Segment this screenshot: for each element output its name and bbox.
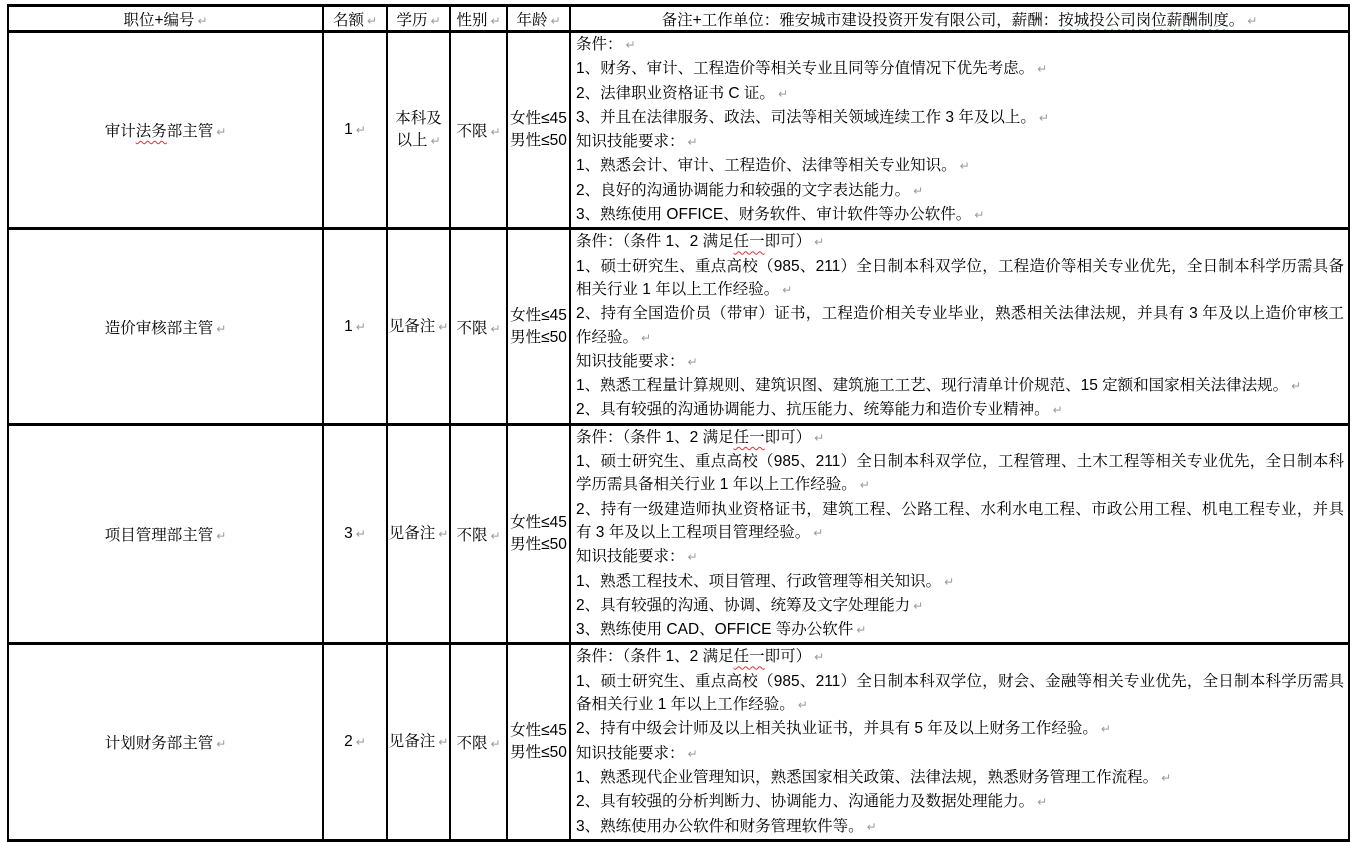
quota-cell (323, 644, 387, 840)
age-female: 女性≤45 (510, 514, 567, 532)
note-line (571, 498, 1348, 546)
header-cell-education (387, 6, 450, 32)
note-line (571, 398, 1348, 422)
table-row (8, 644, 1349, 840)
paragraph-mark-icon: ↵ (490, 737, 501, 752)
text-segment: 审计 (104, 123, 136, 141)
note-line (571, 302, 1348, 350)
note-line (571, 130, 1348, 154)
note-line (571, 374, 1348, 398)
paragraph-mark-icon: ↵ (438, 527, 449, 542)
quota-cell (323, 229, 387, 424)
text-segment: 条件：（条件 1、2 满足 (576, 428, 734, 446)
paragraph-mark-icon: ↵ (782, 282, 793, 297)
note-line (571, 618, 1348, 642)
paragraph-mark-icon: ↵ (687, 354, 698, 369)
paragraph-mark-icon: ↵ (197, 13, 208, 28)
text-segment: 3、并且在法律服务、政法、司法等相关领域连续工作 3 年及以上。 (576, 108, 1036, 126)
text-segment: 条件：（条件 1、2 满足 (576, 648, 734, 666)
text-segment: 计划财务部主管 (104, 735, 214, 753)
text-segment: 不限 (456, 123, 488, 141)
text-segment: 1、熟悉会计、审计、工程造价、法律等相关专业知识。 (576, 157, 957, 175)
paragraph-mark-icon: ↵ (438, 319, 449, 334)
note-line (571, 815, 1348, 839)
paragraph-mark-icon: ↵ (430, 13, 441, 28)
text-segment: 3、熟练使用 CAD、OFFICE 等办公软件 (576, 621, 854, 639)
text-segment: 2、具有较强的分析判断力、协调能力、沟通能力及数据处理能力。 (576, 793, 1035, 811)
header-label: 名额 (332, 11, 364, 29)
text-segment: 1、硕士研究生、重点高校（985、211）全日制本科双学位，财会、金融等相关专业优先，全日制本科学历需具备相关行业 1 年以上工作经验。 (576, 672, 1344, 714)
education-cell (387, 424, 450, 644)
age-cell (507, 32, 570, 229)
header-row (8, 6, 1349, 32)
spellcheck-underlined-text: 任一 (733, 428, 765, 446)
paragraph-mark-icon: ↵ (974, 208, 985, 223)
table-row (8, 424, 1349, 644)
paragraph-mark-icon: ↵ (913, 183, 924, 198)
note-line (571, 57, 1348, 81)
paragraph-mark-icon: ↵ (687, 746, 698, 761)
age-male: 男性≤50 (510, 328, 567, 346)
paragraph-mark-icon: ↵ (1291, 379, 1302, 394)
spellcheck-underlined-text: 任一 (733, 648, 765, 666)
header-cell-gender (450, 6, 507, 32)
text-segment: 2、持有全国造价员（带审）证书，工程造价相关专业毕业，熟悉相关法律法规，并具有 3 年及以上造价审核工作经验。 (576, 305, 1344, 346)
paragraph-mark-icon: ↵ (859, 478, 870, 493)
text-segment: 2、良好的沟通协调能力和较强的文字表达能力。 (576, 181, 911, 199)
paragraph-mark-icon: ↵ (1247, 13, 1258, 28)
text-segment: 不限 (456, 319, 488, 337)
table-row (8, 229, 1349, 424)
spellcheck-underlined-text: 任一 (733, 233, 765, 251)
header-cell-quota (323, 6, 387, 32)
paragraph-mark-icon: ↵ (1100, 722, 1111, 737)
paragraph-mark-icon: ↵ (490, 13, 501, 28)
note-line (571, 717, 1348, 741)
paragraph-mark-icon: ↵ (856, 623, 867, 638)
text-segment: 即可） (764, 233, 812, 251)
paragraph-mark-icon: ↵ (1052, 403, 1063, 418)
text-segment: 1、硕士研究生、重点高校（985、211）全日制本科双学位，工程管理、土木工程等相关专业优先，全日制本科学历需具备相关行业 1 年以上工作经验。 (576, 453, 1344, 494)
text-segment: 不限 (456, 527, 488, 545)
gender-cell (450, 424, 507, 644)
age-cell (507, 424, 570, 644)
paragraph-mark-icon: ↵ (355, 319, 366, 334)
text-segment: 1 (344, 121, 353, 139)
text-segment: 1、财务、审计、工程造价等相关专业且同等分值情况下优先考虑。 (576, 60, 1035, 78)
paragraph-mark-icon: ↵ (216, 529, 227, 544)
text-segment: 知识技能要求： (576, 133, 685, 151)
job-positions-table (7, 4, 1350, 842)
position-cell (8, 32, 323, 229)
note-line (571, 230, 1348, 254)
paragraph-mark-icon: ↵ (366, 13, 378, 28)
paragraph-mark-icon: ↵ (959, 159, 970, 174)
header-cell-position (8, 6, 323, 32)
text-segment: 即可） (764, 648, 812, 666)
note-line (571, 570, 1348, 594)
text-segment: 见备注 (388, 733, 436, 751)
paragraph-mark-icon: ↵ (355, 735, 366, 750)
paragraph-mark-icon: ↵ (1037, 795, 1048, 810)
paragraph-mark-icon: ↵ (216, 321, 227, 336)
text-segment: 。 (1228, 11, 1245, 29)
note-line (571, 203, 1348, 227)
paragraph-mark-icon: ↵ (944, 574, 955, 589)
text-segment: 部主管 (166, 123, 214, 141)
paragraph-mark-icon: ↵ (216, 737, 227, 752)
position-cell (8, 424, 323, 644)
paragraph-mark-icon: ↵ (814, 650, 825, 665)
note-line (571, 645, 1348, 669)
paragraph-mark-icon: ↵ (866, 819, 877, 834)
note-line (571, 670, 1348, 718)
text-segment: 条件： (576, 36, 623, 53)
position-cell (8, 229, 323, 424)
text-segment: 不限 (456, 735, 488, 753)
note-line (571, 179, 1348, 203)
paragraph-mark-icon: ↵ (1037, 62, 1048, 77)
text-segment: 即可） (764, 428, 812, 446)
text-segment: 备注+工作单位：雅安城市建设投资开发有限公司，薪酬： (661, 11, 1059, 29)
note-line (571, 106, 1348, 130)
text-segment: 条件：（条件 1、2 满足 (576, 233, 734, 251)
text-segment: 3 (344, 525, 353, 543)
quota-cell (323, 424, 387, 644)
age-female: 女性≤45 (510, 306, 567, 324)
paragraph-mark-icon: ↵ (777, 86, 788, 101)
spellcheck-underlined-text: 按城投公司岗位薪酬制度 (1058, 11, 1229, 29)
text-segment: 1、熟悉工程技术、项目管理、行政管理等相关知识。 (576, 572, 942, 590)
gender-cell (450, 229, 507, 424)
paragraph-mark-icon: ↵ (687, 135, 698, 150)
age-cell (507, 229, 570, 424)
header-label: 职位+编号 (123, 11, 195, 29)
age-female: 女性≤45 (510, 722, 567, 740)
note-line (571, 33, 1348, 57)
text-segment: 1、熟悉现代企业管理知识，熟悉国家相关政策、法律法规，熟悉财务管理工作流程。 (576, 768, 1159, 786)
spellcheck-underlined-text: 法务 (135, 123, 167, 141)
text-segment: 2、持有中级会计师及以上相关执业证书，并具有 5 年及以上财务工作经验。 (576, 720, 1098, 738)
paragraph-mark-icon: ↵ (430, 134, 441, 149)
header-cell-age (507, 6, 570, 32)
text-segment: 3、熟练使用 OFFICE、财务软件、审计软件等办公软件。 (576, 206, 972, 224)
note-line (571, 450, 1348, 498)
age-cell (507, 644, 570, 840)
notes-cell (570, 229, 1349, 424)
text-segment: 知识技能要求： (576, 548, 685, 566)
text-segment: 2、持有一级建造师执业资格证书，建筑工程、公路工程、水利水电工程、市政公用工程、机电工程专业，并具有 3 年及以上工程项目管理经验。 (576, 500, 1344, 541)
paragraph-mark-icon: ↵ (641, 330, 652, 345)
education-cell (387, 229, 450, 424)
age-male: 男性≤50 (510, 744, 567, 762)
text-segment: 项目管理部主管 (104, 527, 214, 545)
paragraph-mark-icon: ↵ (1038, 110, 1049, 125)
text-segment: 造价审核部主管 (104, 319, 214, 337)
text-segment: 见备注 (388, 525, 436, 543)
notes-cell (570, 424, 1349, 644)
paragraph-mark-icon: ↵ (797, 698, 808, 713)
note-line (571, 350, 1348, 374)
notes-cell (570, 32, 1349, 229)
header-label: 性别 (456, 11, 488, 29)
text-segment: 2 (344, 733, 353, 751)
paragraph-mark-icon: ↵ (490, 125, 501, 140)
header-label: 年龄 (516, 11, 548, 29)
text-segment: 1、硕士研究生、重点高校（985、211）全日制本科双学位，工程造价等相关专业优先，全日制本科学历需具备相关行业 1 年以上工作经验。 (576, 257, 1344, 298)
header-label: 学历 (396, 11, 428, 29)
text-segment: 2、具有较强的沟通协调能力、抗压能力、统筹能力和造价专业精神。 (576, 401, 1050, 419)
quota-cell (323, 32, 387, 229)
gender-cell (450, 32, 507, 229)
age-female: 女性≤45 (510, 110, 567, 128)
paragraph-mark-icon: ↵ (490, 321, 501, 336)
paragraph-mark-icon: ↵ (438, 735, 449, 750)
text-segment: 2、具有较强的沟通、协调、统筹及文字处理能力 (576, 596, 911, 614)
paragraph-mark-icon: ↵ (490, 529, 501, 544)
note-line (571, 790, 1348, 814)
note-line (571, 82, 1348, 106)
paragraph-mark-icon: ↵ (813, 525, 824, 540)
header-cell-notes (570, 6, 1349, 32)
table-row (8, 32, 1349, 229)
gender-cell (450, 644, 507, 840)
paragraph-mark-icon: ↵ (687, 550, 698, 565)
note-line (571, 154, 1348, 178)
paragraph-mark-icon: ↵ (625, 38, 636, 52)
paragraph-mark-icon: ↵ (913, 598, 924, 613)
note-line (571, 255, 1348, 303)
age-male: 男性≤50 (510, 132, 567, 150)
text-segment: 1 (344, 317, 353, 335)
note-line (571, 545, 1348, 569)
education-cell (387, 644, 450, 840)
paragraph-mark-icon: ↵ (814, 430, 825, 445)
text-segment: 3、熟练使用办公软件和财务管理软件等。 (576, 817, 864, 835)
paragraph-mark-icon: ↵ (814, 235, 825, 250)
note-line (571, 426, 1348, 450)
age-male: 男性≤50 (510, 536, 567, 554)
paragraph-mark-icon: ↵ (355, 527, 366, 542)
note-line (571, 594, 1348, 618)
note-line (571, 742, 1348, 766)
text-segment: 知识技能要求： (576, 352, 685, 370)
notes-cell (570, 644, 1349, 840)
position-cell (8, 644, 323, 840)
paragraph-mark-icon: ↵ (355, 123, 366, 138)
paragraph-mark-icon: ↵ (1161, 770, 1172, 785)
paragraph-mark-icon: ↵ (216, 125, 227, 140)
text-segment: 2、法律职业资格证书 C 证。 (576, 84, 775, 102)
text-segment: 见备注 (388, 317, 436, 335)
text-segment: 知识技能要求： (576, 744, 685, 762)
note-line (571, 766, 1348, 790)
text-segment: 1、熟悉工程量计算规则、建筑识图、建筑施工工艺、现行清单计价规范、15 定额和国家相关法律法规。 (576, 377, 1289, 395)
paragraph-mark-icon: ↵ (550, 13, 561, 28)
document-page (7, 4, 1350, 842)
education-cell (387, 32, 450, 229)
text-segment: 本科及以上 (395, 110, 442, 150)
